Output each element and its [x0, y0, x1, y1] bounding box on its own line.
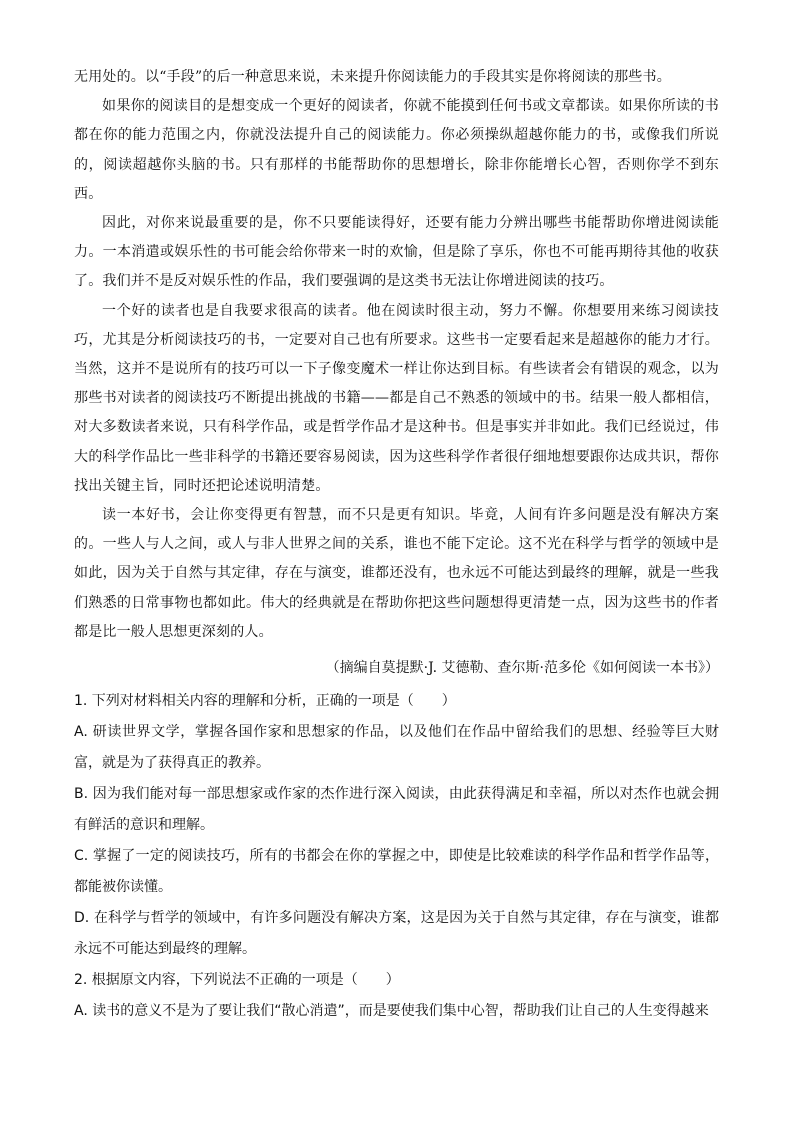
question-2-option-a: A. 读书的意义不是为了要让我们“散心消遣”，而是要使我们集中心智，帮助我们让自己的人生变得越来 [74, 1003, 709, 1019]
question-1-option-a: A. 研读世界文学，掌握各国作家和思想家的作品，以及他们在作品中留给我们的思想、经验等巨大财富，就是为了获得真正的教养。 [74, 724, 719, 771]
passage-source-citation: （摘编自莫提默·J. 艾德勒、查尔斯·范多伦《如何阅读一本书》） [325, 660, 719, 676]
passage-paragraph-3: 一个好的读者也是自我要求很高的读者。他在阅读时很主动，努力不懈。你想要用来练习阅读技巧，尤其是分析阅读技巧的书，一定要对自己也有所要求。这些书一定要看起来是超越你的能力才行。当然，这并不是说所有的技巧可以一下子像变魔术一样让你达到目标。有些读者会有错误的观念，以为那些书对读者的阅读技巧不断提出挑战的书籍——都是自己不熟悉的领域中的书。结果一般人都相信，对大多数读者来说，只有科学作品，或是哲学作品才是这种书。但是事实并非如此。我们已经说过，伟大的科学作品比一些非科学的书籍还要容易阅读，因为这些科学作者很仔细地想要跟你达成共识，帮你找出关键主旨，同时还把论述说明清楚。 [74, 302, 719, 494]
passage-paragraph-4: 读一本好书，会让你变得更有智慧，而不只是更有知识。毕竟，人间有许多问题是没有解决方案的。一些人与人之间，或人与非人世界之间的关系，谁也不能下定论。这不光在科学与哲学的领域中是如此，因为关于自然与其定律，存在与演变，谁都还没有，也永远不可能达到最终的理解，就是一些我们熟悉的日常事物也都如此。伟大的经典就是在帮助你把这些问题想得更清楚一点，因为这些书的作者都是比一般人思想更深刻的人。 [74, 507, 719, 640]
question-1-option-c: C. 掌握了一定的阅读技巧，所有的书都会在你的掌握之中，即使是比较难读的科学作品和哲学作品等，都能被你读懂。 [74, 848, 719, 895]
question-2-stem: 2. 根据原文内容，下列说法不正确的一项是（ ） [74, 972, 400, 988]
passage-paragraph-2: 因此，对你来说最重要的是，你不只要能读得好，还要有能力分辨出哪些书能帮助你增进阅读能力。一本消遣或娱乐性的书可能会给你带来一时的欢愉，但是除了享乐，你也不可能再期待其他的收获了。我们并不是反对娱乐性的作品，我们要强调的是这类书无法让你增进阅读的技巧。 [74, 215, 719, 290]
passage-paragraph-1: 如果你的阅读目的是想变成一个更好的阅读者，你就不能摸到任何书或文章都读。如果你所读的书都在你的能力范围之内，你就没法提升自己的阅读能力。你必须操纵超越你能力的书，或像我们所说的，阅读超越你头脑的书。只有那样的书能帮助你的思想增长，除非你能增长心智，否则你学不到东西。 [74, 98, 719, 202]
question-1-option-d: D. 在科学与哲学的领域中，有许多问题没有解决方案，这是因为关于自然与其定律，存在与演变，谁都永远不可能达到最终的理解。 [74, 910, 719, 957]
question-1-stem: 1. 下列对材料相关内容的理解和分析，正确的一项是（ ） [74, 693, 456, 709]
question-section [74, 686, 719, 1027]
question-1-option-b: B. 因为我们能对每一部思想家或作家的杰作进行深入阅读，由此获得满足和幸福，所以对杰作也就会拥有鲜活的意识和理解。 [74, 786, 719, 833]
reading-passage [74, 63, 719, 647]
passage-paragraph-0: 无用处的。以“手段”的后一种意思来说，未来提升你阅读能力的手段其实是你将阅读的那些书。 [74, 69, 671, 85]
